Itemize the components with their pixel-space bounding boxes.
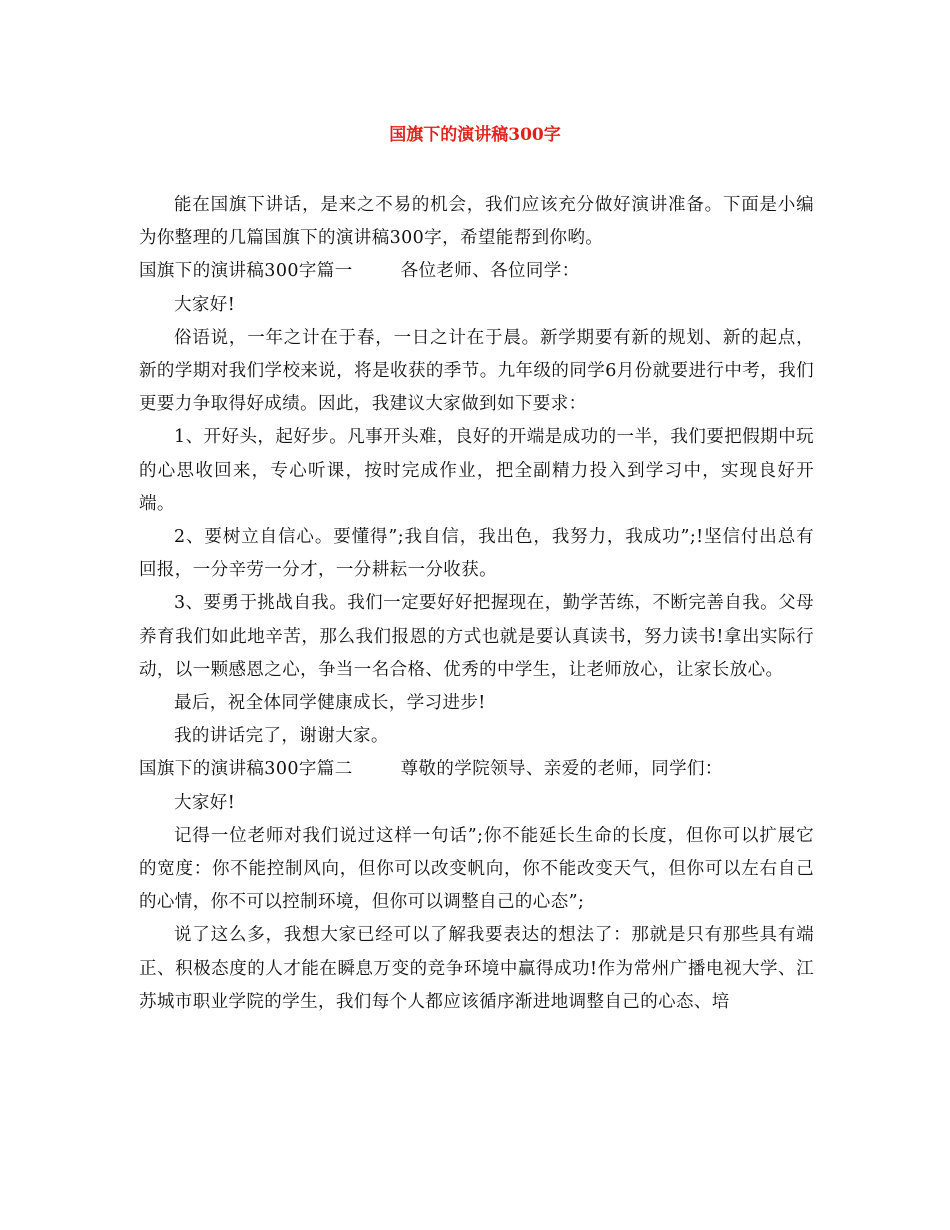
section-two-salutation: 尊敬的学院领导、亲爱的老师，同学们：: [400, 759, 723, 780]
document-body: [139, 189, 814, 1019]
greeting-paragraph: 大家好!: [174, 294, 236, 315]
section-two-heading-line: [139, 753, 814, 786]
body-paragraph: 2、要树立自信心。要懂得”;我自信，我出色，我努力，我成功”;!坚信付出总有回报，一分辛劳一分才，一分耕耘一分收获。: [139, 527, 814, 581]
section-one-heading-line: [139, 255, 814, 288]
section-one-heading: 国旗下的演讲稿300字篇一: [139, 261, 353, 282]
closing-paragraph: 我的讲话完了，谢谢大家。: [174, 726, 389, 747]
body-paragraph: 1、开好头，起好步。凡事开头难，良好的开端是成功的一半，我们要把假期中玩的心思收回来，专心听课，按时完成作业，把全副精力投入到学习中，实现良好开端。: [139, 427, 814, 514]
body-paragraph: 俗语说，一年之计在于春，一日之计在于晨。新学期要有新的规划、新的起点，新的学期对我们学校来说，将是收获的季节。九年级的同学6月份就要进行中考，我们更要力争取得好成绩。因此，我建议大家做到如下要求：: [139, 327, 814, 415]
document-title: 国旗下的演讲稿300字: [389, 125, 561, 145]
body-paragraph: 记得一位老师对我们说过这样一句话”;你不能延长生命的长度，但你可以扩展它的宽度：你不能控制风向，但你可以改变帆向，你不能改变天气，但你可以左右自己的心情，你不可以控制环境，但你可以调整自己的心态”;: [139, 825, 814, 913]
body-paragraph: 说了这么多，我想大家已经可以了解我要表达的想法了：那就是只有那些具有端正、积极态度的人才能在瞬息万变的竞争环境中赢得成功!作为常州广播电视大学、江苏城市职业学院的学生，我们每个人都应该循序渐进地调整自己的心态、培: [139, 925, 814, 1012]
intro-paragraph: 能在国旗下讲话，是来之不易的机会，我们应该充分做好演讲准备。下面是小编为你整理的几篇国旗下的演讲稿300字，希望能帮到你哟。: [139, 195, 814, 249]
body-paragraph: 3、要勇于挑战自我。我们一定要好好把握现在，勤学苦练，不断完善自我。父母养育我们如此地辛苦，那么我们报恩的方式也就是要认真读书，努力读书!拿出实际行动，以一颗感恩之心，争当一名合格、优秀的中学生，让老师放心，让家长放心。: [139, 593, 814, 680]
body-paragraph: 最后，祝全体同学健康成长，学习进步!: [174, 693, 486, 714]
section-two-heading: 国旗下的演讲稿300字篇二: [139, 759, 353, 780]
section-one-salutation: 各位老师、各位同学：: [400, 261, 580, 282]
greeting-paragraph: 大家好!: [174, 792, 236, 813]
